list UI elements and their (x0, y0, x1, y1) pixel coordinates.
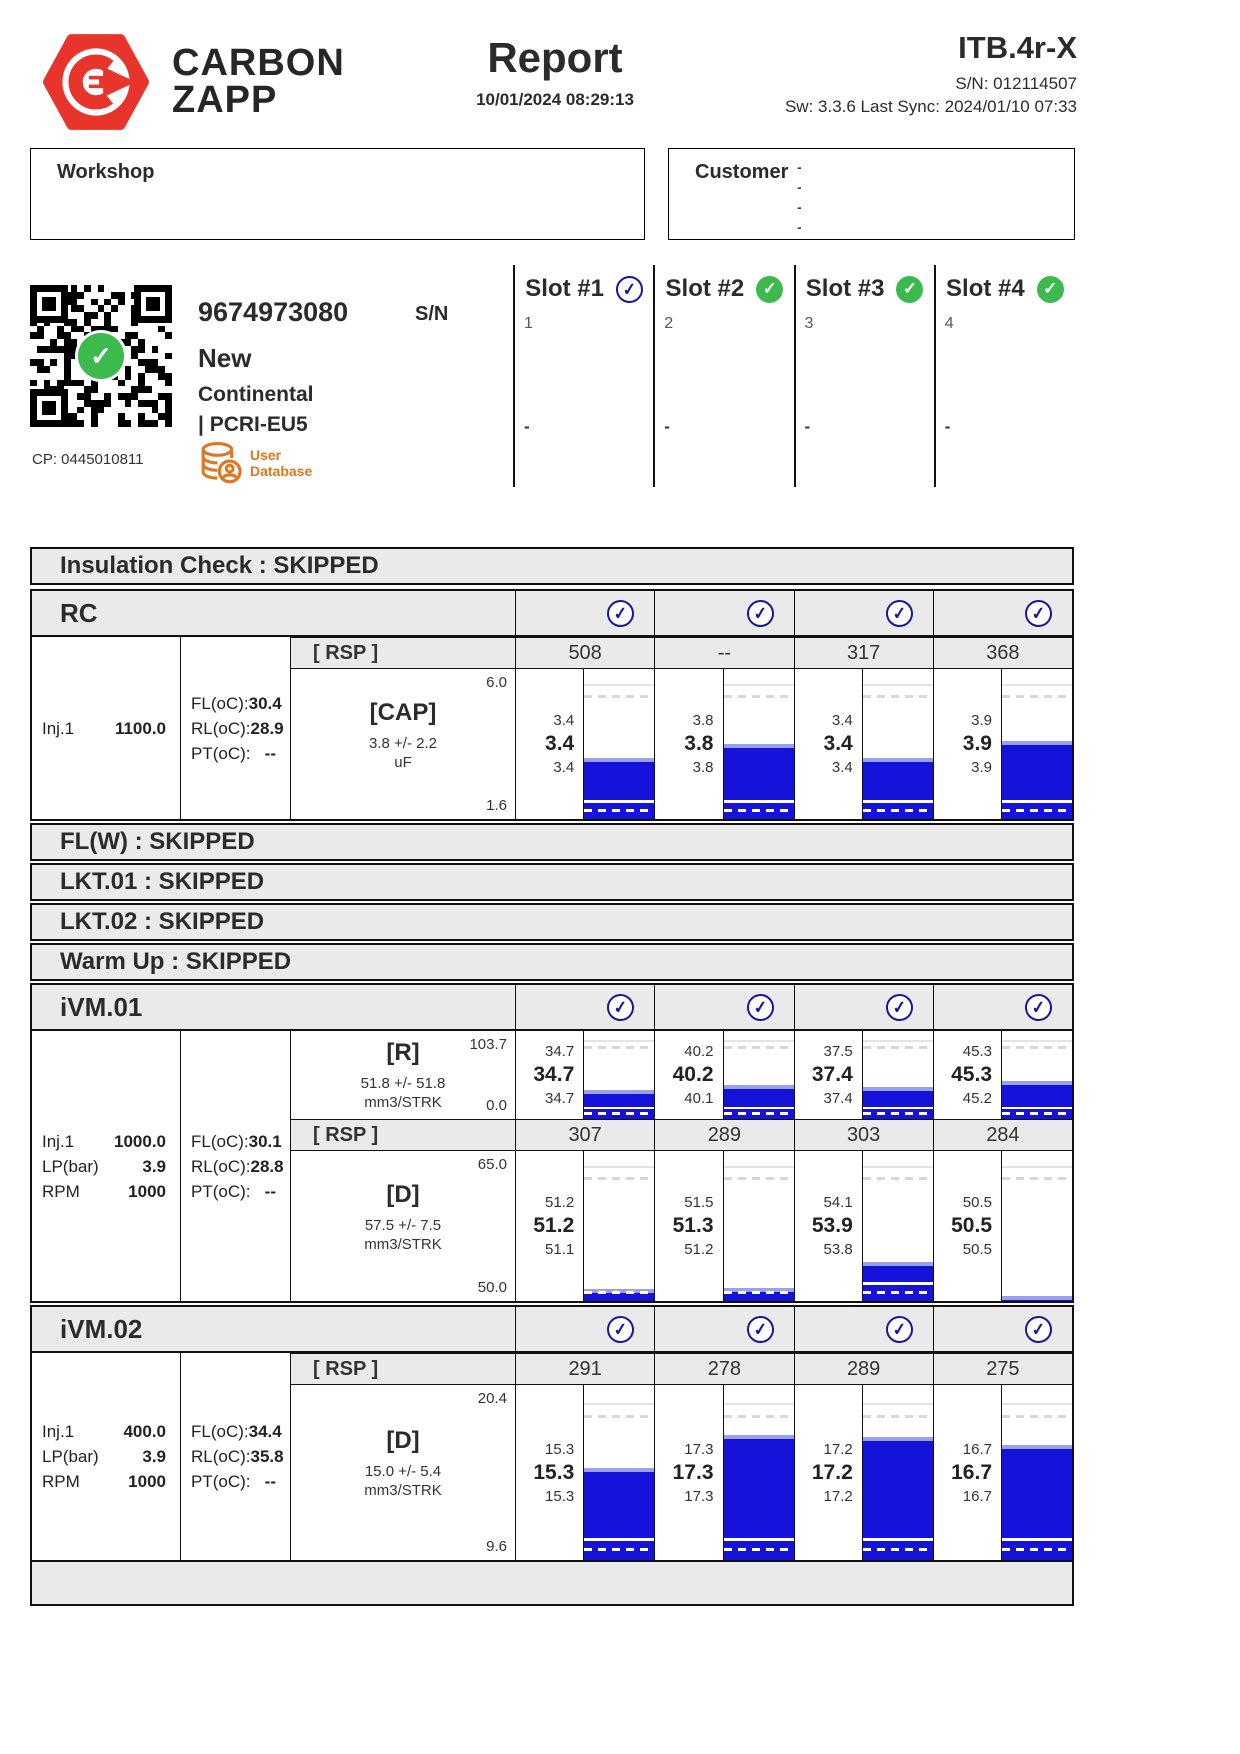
injector-condition: New (198, 343, 252, 373)
ivm02-d-slot1-result: 15.3 15.3 15.3 (515, 1385, 654, 1560)
slot-3-title: Slot #3 (805, 275, 885, 302)
check-icon: ✓ (884, 1314, 914, 1344)
ivm01-r-slot2-result: 40.2 40.2 40.1 (654, 1031, 793, 1119)
ivm02-rsp-slot3: 289 (794, 1353, 933, 1385)
ivm02-rsp-slot1: 291 (515, 1353, 654, 1385)
check-icon: ✓ (884, 598, 914, 628)
rc-temperatures: FL(oC): 30.4 RL(oC): 28.9 PT(oC): -- (180, 637, 290, 819)
section-rc (30, 589, 1074, 821)
ivm02-slot4-status (933, 1307, 1072, 1353)
ivm01-r-measurement-info: 103.7 [R] 51.8 +/- 51.8 mm3/STRK 0.0 (290, 1031, 515, 1119)
report-datetime: 10/01/2024 08:29:13 (476, 90, 634, 109)
ivm01-r-slot1-result: 34.7 34.7 34.7 (515, 1031, 654, 1119)
slot-1-title: Slot #1 (525, 275, 604, 302)
ivm01-injector-params: Inj.1 1000.0 LP(bar) 3.9 RPM 1000 (42, 1131, 166, 1201)
workshop-box (30, 148, 645, 240)
rc-title: RC (32, 591, 515, 637)
check-icon: ✓ (1024, 992, 1054, 1022)
ivm02-d-slot4-result: 16.7 16.7 16.7 (933, 1385, 1072, 1560)
qr-finder-icon (30, 285, 68, 323)
slot-1-check-icon: ✓ (615, 274, 645, 304)
bar-chart (862, 669, 933, 819)
check-icon: ✓ (745, 598, 775, 628)
check-icon: ✓ (1024, 1314, 1054, 1344)
bar-chart (1001, 1385, 1072, 1560)
bar-chart (583, 669, 654, 819)
qr-finder-icon (134, 285, 172, 323)
slot-4-title: Slot #4 (946, 275, 1025, 302)
bar-chart (723, 1031, 794, 1119)
slot-2-cell (653, 265, 793, 487)
ivm02-rsp-slot4: 275 (933, 1353, 1072, 1385)
rc-slot2-status (654, 591, 793, 637)
ivm01-slot2-status (654, 985, 793, 1031)
check-icon: ✓ (606, 1314, 636, 1344)
slot-2-title: Slot #2 (665, 275, 745, 302)
bar-chart (862, 1385, 933, 1560)
rc-rsp-slot3: 317 (794, 637, 933, 669)
page-title: Report (487, 34, 623, 81)
slot-sn-value: - (944, 417, 951, 436)
bar-chart (583, 1385, 654, 1560)
carbon-zapp-logo-icon (40, 26, 152, 138)
workshop-label: Workshop (57, 161, 155, 183)
database-icon (198, 441, 242, 485)
ivm02-title: iVM.02 (32, 1307, 515, 1353)
check-icon: ✓ (745, 992, 775, 1022)
ivm01-slot1-status (515, 985, 654, 1031)
lkt02-skipped-bar: LKT.02 : SKIPPED (30, 903, 1074, 941)
warmup-skipped-bar: Warm Up : SKIPPED (30, 943, 1074, 981)
rc-slot4-status (933, 591, 1072, 637)
ivm02-rsp-slot2: 278 (654, 1353, 793, 1385)
rc-slot1-status (515, 591, 654, 637)
qr-finder-icon (30, 389, 68, 427)
bar-chart (723, 1385, 794, 1560)
slot-4-check-icon: ✓ (1037, 276, 1064, 303)
ivm02-rsp-label: [ RSP ] (290, 1353, 515, 1385)
customer-box (668, 148, 1075, 240)
ivm02-temperatures: FL(oC): 34.4 RL(oC): 35.8 PT(oC): -- (180, 1353, 290, 1560)
injector-brand: Continental (198, 383, 314, 406)
ivm01-rsp-slot4: 284 (933, 1119, 1072, 1151)
machine-software: Sw: 3.3.6 Last Sync: 2024/01/10 07:33 (784, 97, 1077, 116)
bar-chart (862, 1031, 933, 1119)
section-ivm02 (30, 1305, 1074, 1606)
ivm01-r-slot3-result: 37.5 37.4 37.4 (794, 1031, 933, 1119)
bar-chart (583, 1031, 654, 1119)
lkt01-skipped-bar: LKT.01 : SKIPPED (30, 863, 1074, 901)
bar-chart (1001, 669, 1072, 819)
customer-label: Customer (695, 161, 789, 183)
ivm02-slot2-status (654, 1307, 793, 1353)
ivm01-slot4-status (933, 985, 1072, 1031)
ivm01-slot3-status (794, 985, 933, 1031)
rc-slot3-status (794, 591, 933, 637)
rc-measurement-info: 6.0 [CAP] 3.8 +/- 2.2 uF 1.6 (290, 669, 515, 819)
rc-slot3-result: 3.4 3.4 3.4 (794, 669, 933, 819)
rc-rsp-label: [ RSP ] (290, 637, 515, 669)
check-icon: ✓ (745, 1314, 775, 1344)
injector-part-number: 9674973080 (198, 297, 349, 327)
slot-number: 3 (804, 315, 814, 332)
bar-chart (583, 1151, 654, 1301)
cp-number: CP: 0445010811 (32, 451, 144, 468)
rc-rsp-slot1: 508 (515, 637, 654, 669)
slot-sn-value: - (664, 417, 670, 436)
slot-number: 2 (664, 315, 674, 332)
slot-3-check-icon: ✓ (896, 276, 923, 303)
slot-sn-value: - (804, 417, 811, 436)
machine-model: ITB.4r-X (958, 30, 1077, 65)
ivm02-d-slot3-result: 17.2 17.2 17.2 (794, 1385, 933, 1560)
ivm02-slot3-status (794, 1307, 933, 1353)
slot-2-check-icon: ✓ (756, 276, 783, 303)
qr-code (30, 285, 172, 427)
carbon-zapp-logo (40, 26, 345, 138)
check-icon: ✓ (884, 992, 914, 1022)
rc-injector-params: Inj.1 1100.0 (42, 718, 166, 738)
ivm02-footer-bar (32, 1560, 1072, 1604)
ivm01-d-slot2-result: 51.5 51.3 51.2 (654, 1151, 793, 1301)
bar-chart (1001, 1031, 1072, 1119)
customer-lines: - - - - (797, 159, 802, 235)
rc-slot2-result: 3.8 3.8 3.8 (654, 669, 793, 819)
slot-sn-value: - (524, 417, 530, 436)
check-icon: ✓ (1024, 598, 1054, 628)
user-database-label: User Database (250, 447, 313, 479)
slot-3-cell (794, 265, 934, 487)
check-icon: ✓ (606, 992, 636, 1022)
check-icon: ✓ (606, 598, 636, 628)
device-info-cell (30, 265, 513, 487)
ivm02-slot1-status (515, 1307, 654, 1353)
rc-slot4-result: 3.9 3.9 3.9 (933, 669, 1072, 819)
ivm01-rsp-slot3: 303 (794, 1119, 933, 1151)
rc-slot1-result: 3.4 3.4 3.4 (515, 669, 654, 819)
ivm02-d-slot2-result: 17.3 17.3 17.3 (654, 1385, 793, 1560)
machine-serial: S/N: 012114507 (955, 74, 1077, 93)
rc-rsp-slot4: 368 (933, 637, 1072, 669)
sn-column-label: S/N (415, 303, 449, 325)
ivm01-rsp-slot1: 307 (515, 1119, 654, 1151)
ivm02-injector-params: Inj.1 400.0 LP(bar) 3.9 RPM 1000 (42, 1422, 166, 1491)
slot-number: 4 (944, 315, 954, 332)
slot-1-cell (513, 265, 653, 487)
insulation-check-bar: Insulation Check : SKIPPED (30, 547, 1074, 585)
device-slot-table (30, 265, 1074, 487)
section-ivm01 (30, 983, 1074, 1303)
report-header (375, 34, 735, 110)
ivm01-d-measurement-info: 65.0 [D] 57.5 +/- 7.5 mm3/STRK 50.0 (290, 1151, 515, 1301)
ivm01-d-slot4-result: 50.5 50.5 50.5 (933, 1151, 1072, 1301)
bar-chart (862, 1151, 933, 1301)
slot-4-cell (934, 265, 1074, 487)
ivm01-temperatures: FL(oC): 30.1 RL(oC): 28.8 PT(oC): -- (180, 1031, 290, 1301)
ivm01-d-slot1-result: 51.2 51.2 51.1 (515, 1151, 654, 1301)
bar-chart (723, 1151, 794, 1301)
rc-rsp-slot2: -- (654, 637, 793, 669)
ivm02-d-measurement-info: 20.4 [D] 15.0 +/- 5.4 mm3/STRK 9.6 (290, 1385, 515, 1560)
ivm01-rsp-slot2: 289 (654, 1119, 793, 1151)
machine-info (785, 30, 1077, 117)
flw-skipped-bar: FL(W) : SKIPPED (30, 823, 1074, 861)
ivm01-r-slot4-result: 45.3 45.3 45.2 (933, 1031, 1072, 1119)
slot-number: 1 (524, 315, 533, 332)
ivm01-rsp-label: [ RSP ] (290, 1119, 515, 1151)
brand-text: CARBON ZAPP (172, 41, 345, 121)
qr-check-icon: ✓ (75, 330, 127, 382)
ivm01-title: iVM.01 (32, 985, 515, 1031)
bar-chart (1001, 1151, 1072, 1301)
user-database-badge (198, 441, 312, 485)
ivm01-d-slot3-result: 54.1 53.9 53.8 (794, 1151, 933, 1301)
injector-type: | PCRI-EU5 (198, 413, 308, 436)
bar-chart (723, 669, 794, 819)
